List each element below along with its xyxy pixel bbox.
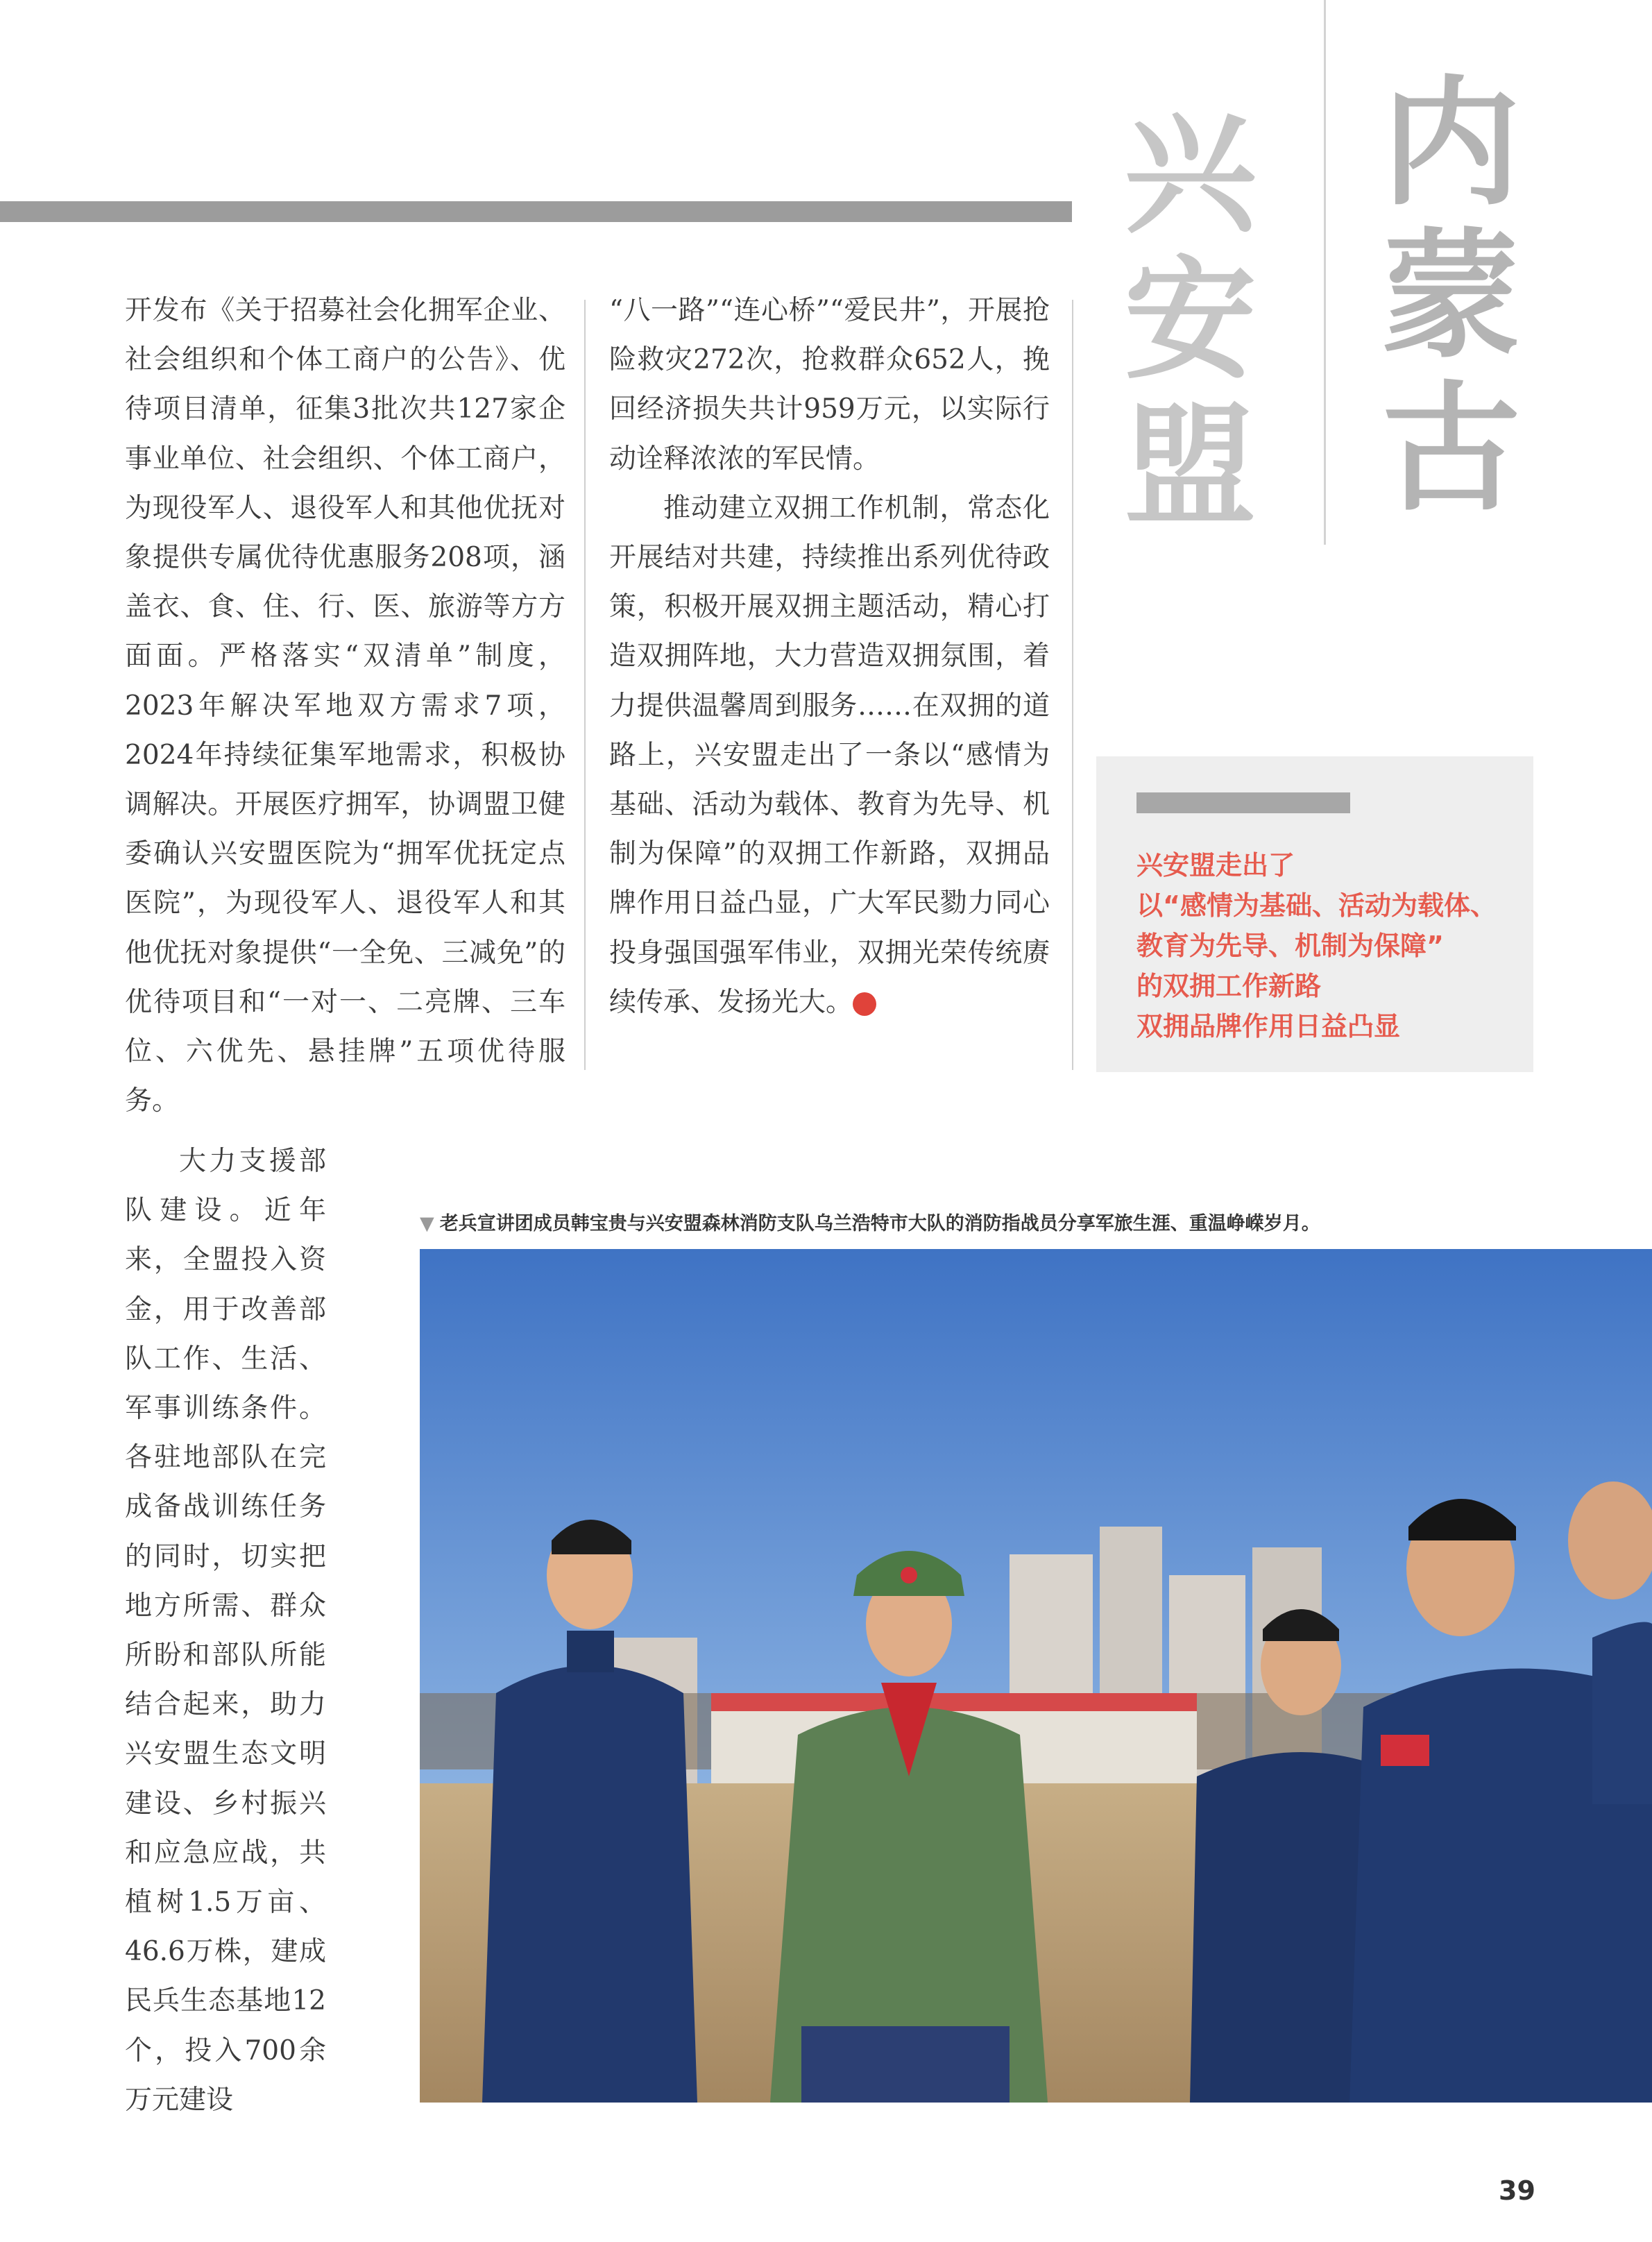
page-number: 39: [1499, 2175, 1535, 2206]
pull-quote-line: 以“感情为基础、活动为载体、: [1136, 890, 1497, 921]
column-divider-1: [584, 300, 586, 1070]
column-2: [609, 286, 1050, 1027]
pull-quote-box: [1096, 756, 1533, 1072]
photo-caption: [420, 1208, 1599, 1235]
pull-quote-bar: [1136, 792, 1350, 813]
pull-quote-text: [1136, 845, 1525, 1046]
photo-veteran-with-firefighters: [420, 1249, 1652, 2103]
photo-illustration: [420, 1249, 1652, 2103]
column-1: [125, 286, 565, 1126]
title-inner-mongolia: 内蒙古: [1359, 69, 1522, 527]
column-2-paragraph-2: [609, 484, 1050, 1027]
title-divider: [1324, 0, 1326, 545]
pull-quote-line: 的双拥工作新路: [1136, 971, 1322, 1001]
pull-quote-line: 双拥品牌作用日益凸显: [1136, 1011, 1401, 1042]
pull-quote-line: 教育为先导、机制为保障”: [1136, 931, 1444, 961]
column-1-paragraph-1: 开发布《关于招募社会化拥军企业、社会组织和个体工商户的公告》、优待项目清单，征集3批次共127家企事业单位、社会组织、个体工商户，为现役军人、退役军人和其他优抚对象提供专属优待优惠服务208项，涵盖衣、食、住、行、医、旅游等方方面面。严格落实“双清单”制度，2023年解决军地双方需求7项，2024年持续征集军地需求，积极协调解决。开展医疗拥军，协调盟卫健委确认兴安盟医院为“拥军优抚定点医院”，为现役军人、退役军人和其他优抚对象提供“一全免、三减免”的优待项目和“一对一、二亮牌、三车位、六优先、悬挂牌”五项优待服务。: [125, 295, 565, 1117]
column-divider-2: [1072, 300, 1073, 1070]
header-rule: [0, 201, 1072, 222]
caption-arrow-icon: ▼: [420, 1213, 434, 1234]
pull-quote-line: 兴安盟走出了: [1136, 850, 1295, 881]
title-xingan-league: 兴安盟: [1102, 104, 1257, 541]
column-2-paragraph-2-text: 推动建立双拥工作机制，常态化开展结对共建，持续推出系列优待政策，积极开展双拥主题活动，精心打造双拥阵地，大力营造双拥氛围，着力提供温馨周到服务……在双拥的道路上，兴安盟走出了一条以“感情为基础、活动为载体、教育为先导、机制为保障”的双拥工作新路，双拥品牌作用日益凸显，广大军民勠力同心投身强国强军伟业，双拥光荣传统赓续传承、发扬光大。: [609, 492, 1050, 1018]
column-2-paragraph-1: “八一路”“连心桥”“爱民井”，开展抢险救灾272次，抢救群众652人，挽回经济损失共计959万元，以实际行动诠释浓浓的军民情。: [609, 295, 1050, 475]
column-1-continued: [125, 1137, 326, 2125]
photo-caption-text: 老兵宣讲团成员韩宝贵与兴安盟森林消防支队乌兰浩特市大队的消防指战员分享军旅生涯、重温峥嵘岁月。: [439, 1213, 1320, 1234]
end-mark-icon: N: [853, 992, 876, 1016]
column-1-paragraph-2: 大力支援部队建设。近年来，全盟投入资金，用于改善部队工作、生活、军事训练条件。各驻地部队在完成备战训练任务的同时，切实把地方所需、群众所盼和部队所能结合起来，助力兴安盟生态文明建设、乡村振兴和应急应战，共植树1.5万亩、46.6万株，建成民兵生态基地12个，投入700余万元建设: [125, 1146, 326, 2116]
